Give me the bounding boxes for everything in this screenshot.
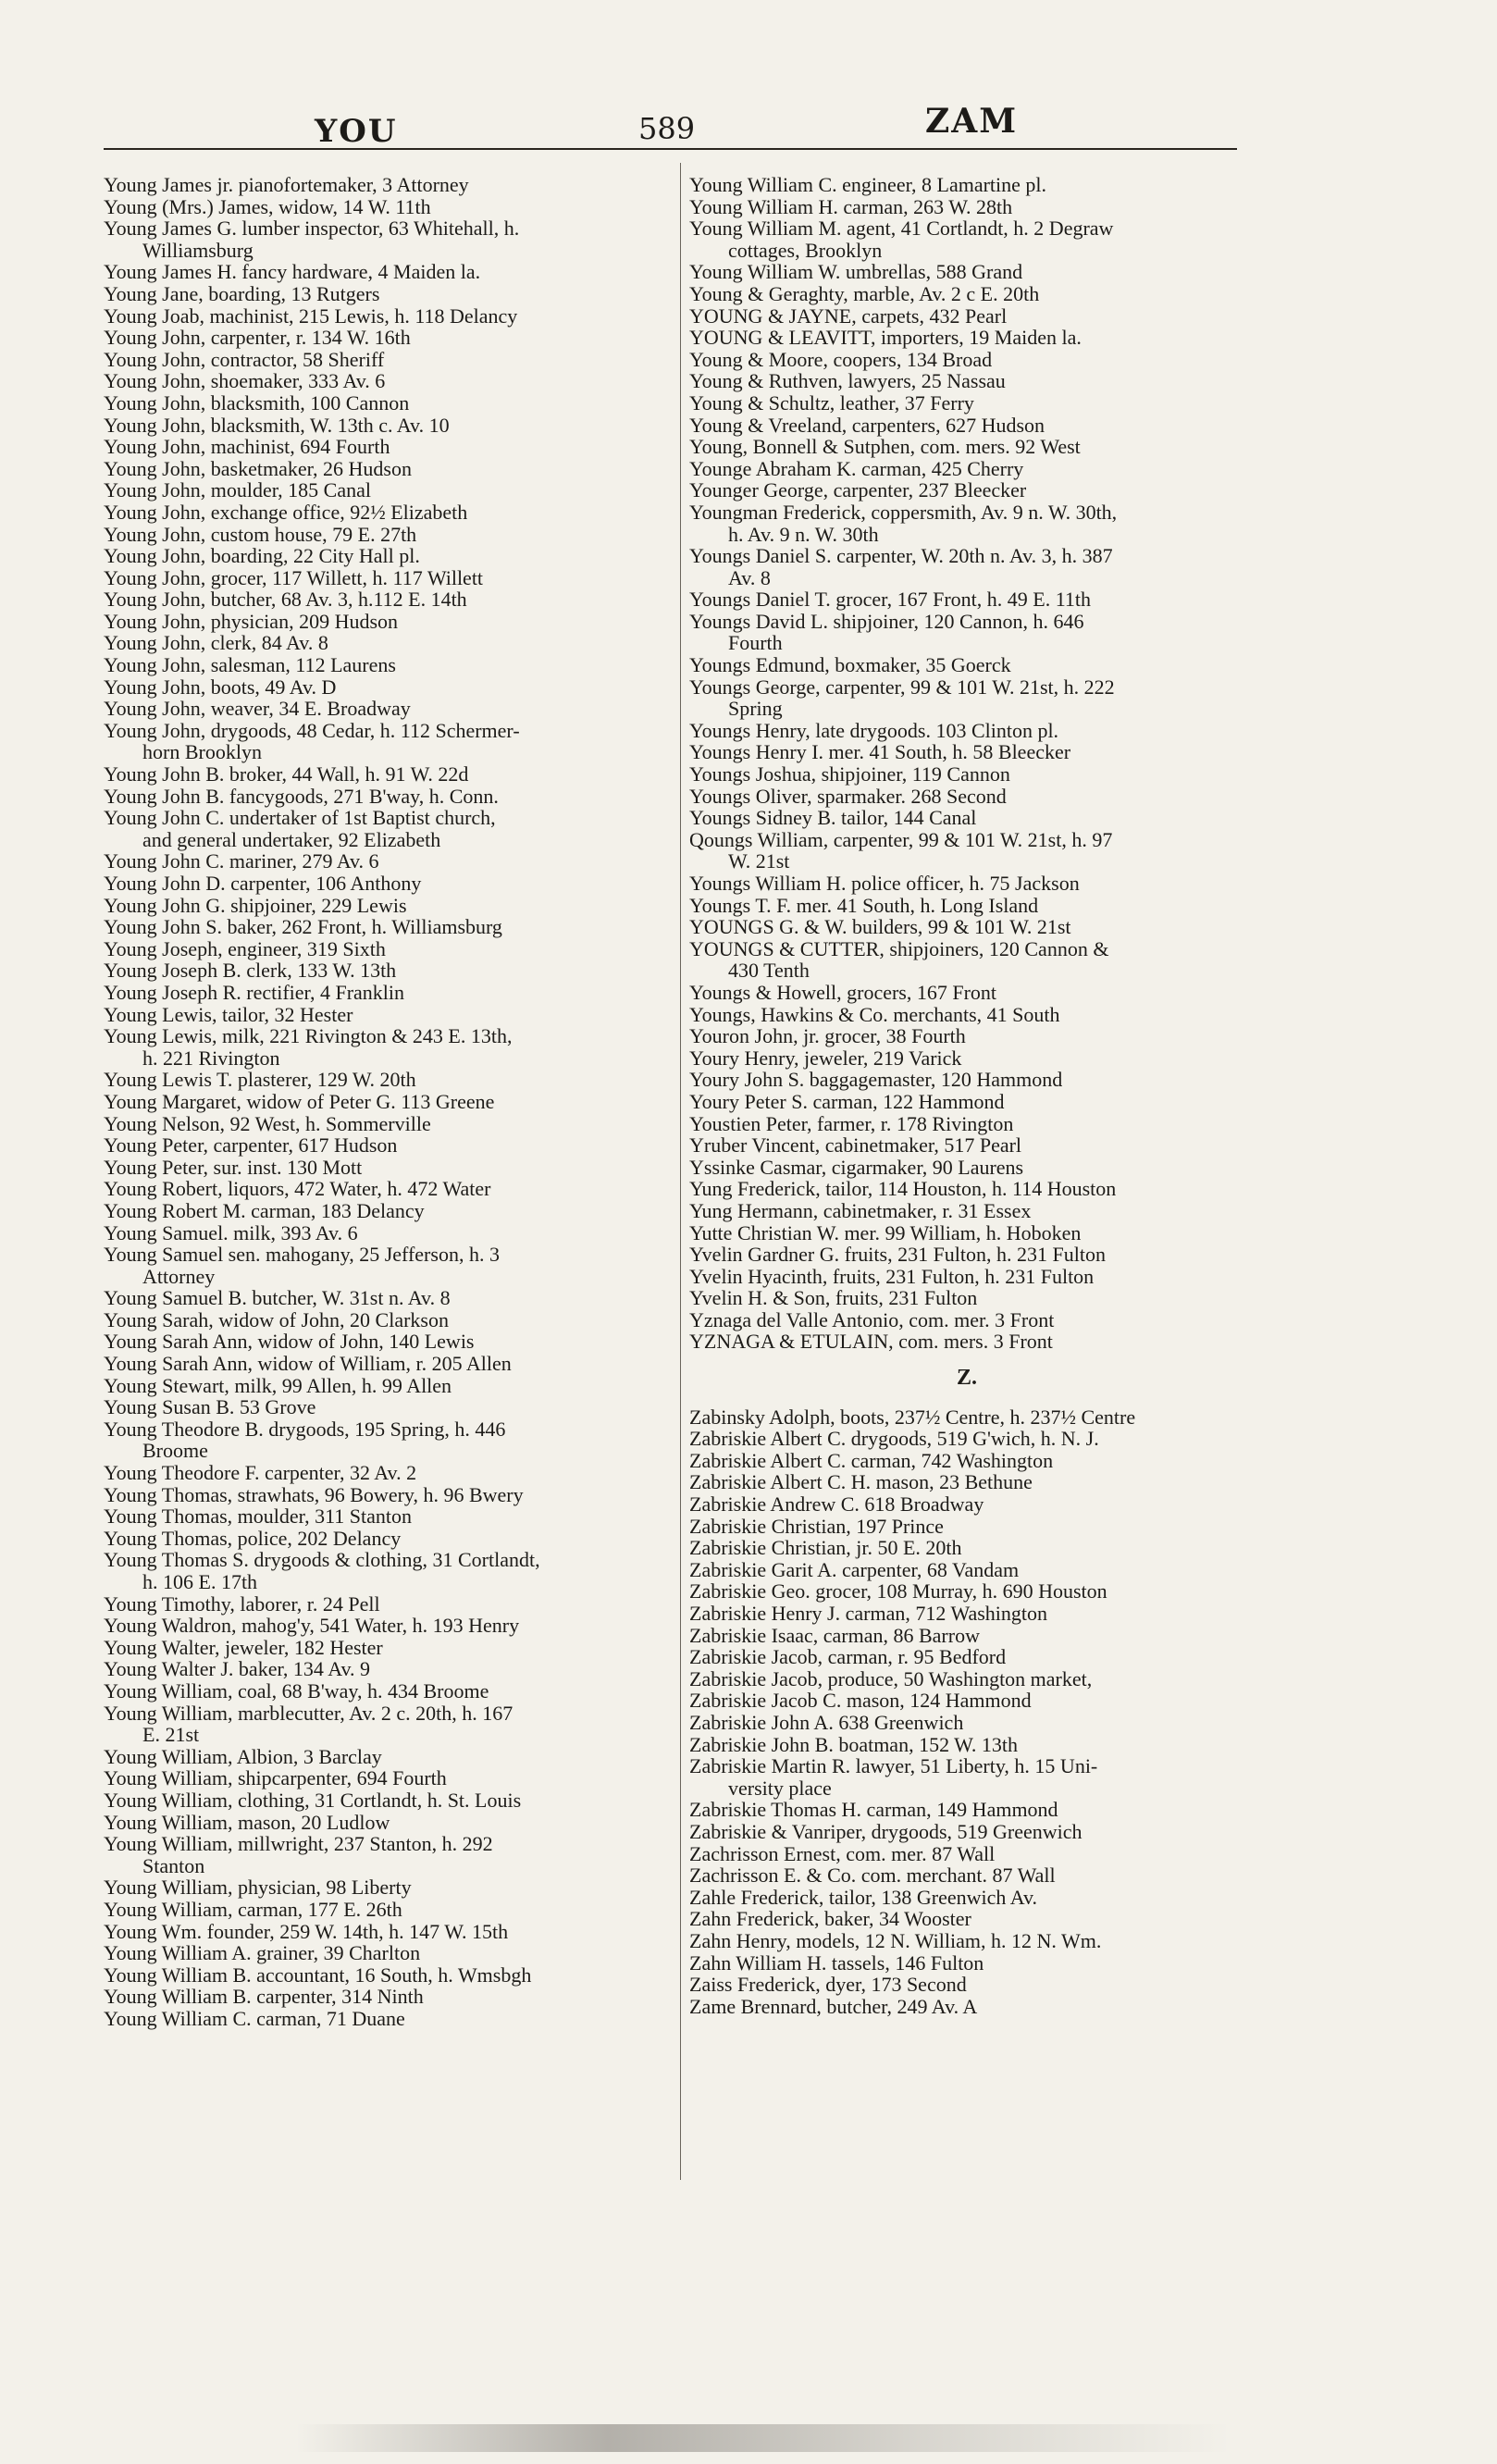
directory-entry: Young Sarah, widow of John, 20 Clarkson [104, 1307, 449, 1331]
directory-entry: Youstien Peter, farmer, r. 178 Rivington [689, 1111, 1014, 1135]
directory-entry: Zabriskie Isaac, carman, 86 Barrow [689, 1623, 980, 1647]
directory-entry-continuation: cottages, Brooklyn [728, 238, 883, 262]
directory-entry: Young John B. broker, 44 Wall, h. 91 W. 22d [104, 762, 469, 786]
directory-entry: Young John C. mariner, 279 Av. 6 [104, 849, 379, 873]
directory-entry: Young Lewis T. plasterer, 129 W. 20th [104, 1068, 416, 1092]
directory-entry: Young Thomas, strawhats, 96 Bowery, h. 96 Bwery [104, 1482, 524, 1506]
directory-entry: Yvelin H. & Son, fruits, 231 Fulton [689, 1286, 978, 1310]
directory-entry: YOUNG & JAYNE, carpets, 432 Pearl [689, 303, 1008, 328]
directory-entry: Young Peter, carpenter, 617 Hudson [104, 1133, 398, 1158]
directory-entry: Young Susan B. 53 Grove [104, 1395, 316, 1419]
directory-entry: Zabriskie Jacob, carman, r. 95 Bedford [689, 1645, 1007, 1669]
directory-entry: Zachrisson E. & Co. com. merchant. 87 Wall [689, 1863, 1056, 1888]
directory-entry: Young Thomas S. drygoods & clothing, 31 Cortlandt, [104, 1548, 540, 1572]
header-right-guide-word: ZAM [925, 102, 1019, 141]
directory-entry: Youngs Daniel S. carpenter, W. 20th n. Av. 3, h. 387 [689, 544, 1113, 568]
directory-entry: Younge Abraham K. carman, 425 Cherry [689, 456, 1024, 480]
directory-entry-continuation: h. 106 E. 17th [142, 1570, 258, 1593]
directory-entry: Young & Geraghty, marble, Av. 2 c E. 20th [689, 281, 1040, 305]
directory-entry: Young William, clothing, 31 Cortlandt, h. St. Louis [104, 1788, 522, 1812]
directory-entry: Zabriskie Christian, 197 Prince [689, 1514, 944, 1538]
directory-entry: Young Stewart, milk, 99 Allen, h. 99 Allen [104, 1373, 452, 1397]
directory-entry: Young Robert M. carman, 183 Delancy [104, 1198, 425, 1222]
directory-entry-continuation: Av. 8 [728, 565, 771, 589]
directory-entry: Youngs T. F. mer. 41 South, h. Long Island [689, 893, 1039, 917]
directory-entry: Zahn Henry, models, 12 N. William, h. 12 N. Wm. [689, 1928, 1102, 1952]
directory-entry: Young John C. undertaker of 1st Baptist church, [104, 806, 496, 830]
directory-entry-continuation: Stanton [142, 1853, 205, 1877]
directory-entry: Youngs David L. shipjoiner, 120 Cannon, h. 646 [689, 609, 1084, 633]
directory-entry: YOUNG & LEAVITT, importers, 19 Maiden la. [689, 326, 1082, 350]
directory-entry: Young Lewis, tailor, 32 Hester [104, 1002, 353, 1026]
directory-entry: Young William H. carman, 263 W. 28th [689, 194, 1013, 218]
directory-entry: Young Samuel sen. mahogany, 25 Jefferson, h. 3 [104, 1243, 500, 1267]
directory-entry: Young John, physician, 209 Hudson [104, 609, 399, 633]
directory-entry: Youngs Edmund, boxmaker, 35 Goerck [689, 653, 1011, 677]
directory-entry: Young John, carpenter, r. 134 W. 16th [104, 326, 411, 350]
z-entries [689, 1406, 1244, 2018]
directory-entry: Youngs Daniel T. grocer, 167 Front, h. 49 E. 11th [689, 588, 1092, 612]
directory-entry: Young William C. carman, 71 Duane [104, 2006, 405, 2030]
directory-entry: Young John S. baker, 262 Front, h. Williamsburg [104, 915, 502, 939]
directory-entry: Young Margaret, widow of Peter G. 113 Greene [104, 1089, 495, 1113]
directory-entry: Young Joseph, engineer, 319 Sixth [104, 936, 386, 960]
directory-entry: Young William, mason, 20 Ludlow [104, 1810, 390, 1834]
directory-entry: Zabriskie Garit A. carpenter, 68 Vandam [689, 1557, 1020, 1581]
directory-entry: Zabriskie Christian, jr. 50 E. 20th [689, 1536, 962, 1560]
directory-entry: Young John, shoemaker, 333 Av. 6 [104, 369, 386, 393]
page-number: 589 [638, 111, 696, 146]
directory-entry: Zabriskie Andrew C. 618 Broadway [689, 1492, 984, 1517]
directory-entry: Young Wm. founder, 259 W. 14th, h. 147 W. 15th [104, 1919, 509, 1943]
directory-entry: Zabriskie Henry J. carman, 712 Washington [689, 1602, 1048, 1625]
directory-entry: Youry Peter S. carman, 122 Hammond [689, 1089, 1005, 1113]
directory-entry-continuation: 430 Tenth [728, 959, 810, 983]
directory-entry: Young John, drygoods, 48 Cedar, h. 112 Schermer- [104, 718, 520, 742]
directory-entry: Zachrisson Ernest, com. mer. 87 Wall [689, 1841, 996, 1865]
directory-entry: Zabriskie & Vanriper, drygoods, 519 Greenwich [689, 1819, 1083, 1843]
directory-entry: Young John, basketmaker, 26 Hudson [104, 456, 412, 480]
directory-entry: Young John, contractor, 58 Sheriff [104, 347, 385, 371]
directory-entry: Young William, coal, 68 B'way, h. 434 Broome [104, 1678, 489, 1703]
directory-entry: Young William B. accountant, 16 South, h. Wmsbgh [104, 1963, 532, 1987]
directory-entry: Young William, shipcarpenter, 694 Fourth [104, 1766, 447, 1790]
directory-entry: Young William B. carpenter, 314 Ninth [104, 1985, 424, 2009]
directory-entry: Young John, salesman, 112 Laurens [104, 653, 396, 677]
header-left-guide-word: YOU [315, 113, 398, 150]
directory-entry: Youngs William H. police officer, h. 75 Jackson [689, 872, 1080, 895]
directory-entry: YOUNGS G. & W. builders, 99 & 101 W. 21st [689, 915, 1071, 939]
directory-entry: Young William, marblecutter, Av. 2 c. 20th, h. 167 [104, 1701, 513, 1725]
page-header [102, 102, 1240, 154]
directory-entry: Yutte Christian W. mer. 99 William, h. Hoboken [689, 1220, 1082, 1244]
directory-entry: Young & Moore, coopers, 134 Broad [689, 347, 993, 371]
directory-entry: Young John D. carpenter, 106 Anthony [104, 872, 422, 895]
directory-entry: Young Lewis, milk, 221 Rivington & 243 E. 13th, [104, 1024, 513, 1048]
directory-entry: Young John, machinist, 694 Fourth [104, 435, 390, 459]
directory-entry: Young James H. fancy hardware, 4 Maiden la. [104, 260, 481, 284]
directory-entry: Young & Schultz, leather, 37 Ferry [689, 390, 974, 415]
directory-entry: Zabriskie Jacob C. mason, 124 Hammond [689, 1689, 1032, 1713]
directory-entry: Young Nelson, 92 West, h. Sommerville [104, 1111, 431, 1135]
directory-entry: Young William, Albion, 3 Barclay [104, 1744, 382, 1768]
directory-entry: Zabriskie Albert C. drygoods, 519 G'wich, h. N. J. [689, 1427, 1099, 1451]
directory-entry: Young William A. grainer, 39 Charlton [104, 1941, 421, 1965]
directory-entry: Young Thomas, moulder, 311 Stanton [104, 1504, 413, 1529]
directory-entry: Young William M. agent, 41 Cortlandt, h. 2 Degraw [689, 217, 1114, 241]
directory-entry: Young Joab, machinist, 215 Lewis, h. 118 Delancy [104, 303, 518, 328]
directory-entry: Youron John, jr. grocer, 38 Fourth [689, 1024, 966, 1048]
directory-entry: Youngs Oliver, sparmaker. 268 Second [689, 784, 1007, 808]
directory-entry: Youngs & Howell, grocers, 167 Front [689, 980, 997, 1004]
directory-entry: Zabinsky Adolph, boots, 237½ Centre, h. 237½ Centre [689, 1405, 1136, 1429]
directory-entry: Young William, carman, 177 E. 26th [104, 1897, 402, 1921]
directory-entry: Zabriskie Thomas H. carman, 149 Hammond [689, 1798, 1058, 1822]
directory-entry: Young John, butcher, 68 Av. 3, h.112 E. 14th [104, 588, 467, 612]
directory-entry: Young Theodore B. drygoods, 195 Spring, h. 446 [104, 1417, 506, 1441]
directory-entry: Young Joseph B. clerk, 133 W. 13th [104, 959, 397, 983]
directory-entry: Zabriskie Albert C. H. mason, 23 Bethune [689, 1470, 1033, 1494]
directory-entry: Young Samuel B. butcher, W. 31st n. Av. 8 [104, 1286, 451, 1310]
directory-entry: Zahn Frederick, baker, 34 Wooster [689, 1907, 971, 1931]
section-letter-z: Z. [956, 1366, 977, 1391]
directory-entry: Young William C. engineer, 8 Lamartine pl. [689, 173, 1047, 196]
directory-entry: Young John, boots, 49 Av. D [104, 675, 337, 699]
directory-entry-continuation: horn Brooklyn [142, 740, 262, 764]
directory-entry: YZNAGA & ETULAIN, com. mers. 3 Front [689, 1330, 1053, 1354]
directory-entry: Young (Mrs.) James, widow, 14 W. 11th [104, 194, 431, 218]
directory-entry: Young Sarah Ann, widow of John, 140 Lewis [104, 1330, 475, 1354]
directory-entry: Young Robert, liquors, 472 Water, h. 472 Water [104, 1177, 491, 1201]
directory-entry: Yruber Vincent, cabinetmaker, 517 Pearl [689, 1133, 1022, 1158]
directory-entry: Youngs George, carpenter, 99 & 101 W. 21st, h. 222 [689, 675, 1115, 699]
directory-entry: Youry John S. baggagemaster, 120 Hammond [689, 1068, 1063, 1092]
directory-entry: Youry Henry, jeweler, 219 Varick [689, 1046, 962, 1070]
directory-entry: Zabriskie John B. boatman, 152 W. 13th [689, 1732, 1019, 1756]
directory-entry: Young John, weaver, 34 E. Broadway [104, 697, 411, 721]
directory-entry: Younger George, carpenter, 237 Bleecker [689, 478, 1027, 502]
directory-entry: Young Peter, sur. inst. 130 Mott [104, 1155, 363, 1179]
directory-entry: Young Thomas, police, 202 Delancy [104, 1526, 402, 1550]
directory-entry: Young Walter J. baker, 134 Av. 9 [104, 1657, 371, 1681]
page-edge-smudge [296, 2424, 1231, 2452]
directory-entry: Young Samuel. milk, 393 Av. 6 [104, 1220, 358, 1244]
column-divider [680, 163, 681, 2180]
directory-entry: Yssinke Casmar, cigarmaker, 90 Laurens [689, 1155, 1024, 1179]
directory-entry: Zahle Frederick, tailor, 138 Greenwich Av. [689, 1885, 1038, 1909]
directory-entry: Zabriskie Geo. grocer, 108 Murray, h. 690 Houston [689, 1579, 1107, 1603]
directory-entry: Young Waldron, mahog'y, 541 Water, h. 193 Henry [104, 1614, 520, 1638]
directory-entry-continuation: W. 21st [728, 849, 790, 873]
directory-entry-continuation: Broome [142, 1439, 208, 1463]
right-column-entries [689, 174, 1244, 1353]
directory-entry: Youngs Henry I. mer. 41 South, h. 58 Bleecker [689, 740, 1071, 764]
directory-entry-continuation: and general undertaker, 92 Elizabeth [142, 827, 441, 851]
directory-entry: Young John, blacksmith, W. 13th c. Av. 10 [104, 413, 450, 437]
directory-entry-continuation: Williamsburg [142, 238, 254, 262]
directory-entry: Young John, moulder, 185 Canal [104, 478, 371, 502]
directory-entry: Youngs Joshua, shipjoiner, 119 Cannon [689, 762, 1010, 786]
directory-entry: Yvelin Hyacinth, fruits, 231 Fulton, h. 231 Fulton [689, 1264, 1095, 1288]
directory-entry-continuation: Attorney [142, 1264, 216, 1288]
directory-entry: Young John, exchange office, 92½ Elizabeth [104, 500, 468, 524]
directory-entry-continuation: versity place [728, 1776, 832, 1800]
directory-entry: Qoungs William, carpenter, 99 & 101 W. 21st, h. 97 [689, 827, 1113, 851]
directory-entry: Young John, grocer, 117 Willett, h. 117 Willett [104, 565, 484, 589]
directory-entry: Young James G. lumber inspector, 63 Whitehall, h. [104, 217, 520, 241]
directory-entry: Young John G. shipjoiner, 229 Lewis [104, 893, 407, 917]
directory-entry: Young John, custom house, 79 E. 27th [104, 522, 417, 546]
directory-entry: Zame Brennard, butcher, 249 Av. A [689, 1994, 978, 2018]
directory-entry: Young William W. umbrellas, 588 Grand [689, 260, 1023, 284]
directory-entry: Young William, physician, 98 Liberty [104, 1876, 412, 1900]
right-column [689, 174, 1244, 2017]
directory-entry: Yznaga del Valle Antonio, com. mer. 3 Front [689, 1307, 1055, 1331]
directory-entry: Young William, millwright, 237 Stanton, h. 292 [104, 1832, 493, 1856]
directory-entry: Young John B. fancygoods, 271 B'way, h. Conn. [104, 784, 499, 808]
directory-entry: Youngs, Hawkins & Co. merchants, 41 South [689, 1002, 1060, 1026]
directory-entry: Young John, clerk, 84 Av. 8 [104, 631, 328, 655]
directory-entry: Yvelin Gardner G. fruits, 231 Fulton, h. 231 Fulton [689, 1243, 1106, 1267]
directory-entry: Youngs Sidney B. tailor, 144 Canal [689, 806, 977, 830]
directory-entry: Young Joseph R. rectifier, 4 Franklin [104, 980, 405, 1004]
directory-entry: Young Timothy, laborer, r. 24 Pell [104, 1591, 380, 1616]
directory-entry: Young John, blacksmith, 100 Cannon [104, 390, 410, 415]
directory-entry-continuation: Spring [728, 697, 783, 721]
directory-entry-continuation: E. 21st [142, 1723, 200, 1747]
directory-entry: Young Jane, boarding, 13 Rutgers [104, 281, 380, 305]
directory-entry: Young, Bonnell & Sutphen, com. mers. 92 West [689, 435, 1081, 459]
directory-entry: Young & Vreeland, carpenters, 627 Hudson [689, 413, 1045, 437]
directory-entry: Youngs Henry, late drygoods. 103 Clinton pl. [689, 718, 1059, 742]
directory-entry: Zaiss Frederick, dyer, 173 Second [689, 1973, 967, 1997]
directory-entry: Zabriskie Albert C. carman, 742 Washington [689, 1448, 1054, 1472]
directory-entry: Zabriskie Martin R. lawyer, 51 Liberty, h. 15 Uni- [689, 1754, 1098, 1778]
directory-entry: Zabriskie Jacob, produce, 50 Washington market, [689, 1666, 1093, 1690]
directory-entry: YOUNGS & CUTTER, shipjoiners, 120 Cannon & [689, 936, 1109, 960]
directory-entry: Young James jr. pianofortemaker, 3 Attorney [104, 173, 469, 196]
directory-entry: Young & Ruthven, lawyers, 25 Nassau [689, 369, 1006, 393]
directory-entry: Young John, boarding, 22 City Hall pl. [104, 544, 420, 568]
directory-entry-continuation: h. 221 Rivington [142, 1046, 280, 1070]
directory-entry: Young Sarah Ann, widow of William, r. 205 Allen [104, 1352, 512, 1376]
directory-entry: Zabriskie John A. 638 Greenwich [689, 1710, 964, 1734]
directory-entry: Young Walter, jeweler, 182 Hester [104, 1635, 383, 1659]
directory-entry-continuation: h. Av. 9 n. W. 30th [728, 522, 879, 546]
directory-entry: Yung Frederick, tailor, 114 Houston, h. 114 Houston [689, 1177, 1117, 1201]
directory-entry: Yung Hermann, cabinetmaker, r. 31 Essex [689, 1198, 1032, 1222]
directory-entry: Youngman Frederick, coppersmith, Av. 9 n. W. 30th, [689, 500, 1118, 524]
directory-entry: Young Theodore F. carpenter, 32 Av. 2 [104, 1461, 417, 1485]
directory-entry-continuation: Fourth [728, 631, 783, 655]
directory-entry: Zahn William H. tassels, 146 Fulton [689, 1950, 984, 1975]
left-column [104, 174, 677, 2029]
header-rule [104, 148, 1237, 150]
